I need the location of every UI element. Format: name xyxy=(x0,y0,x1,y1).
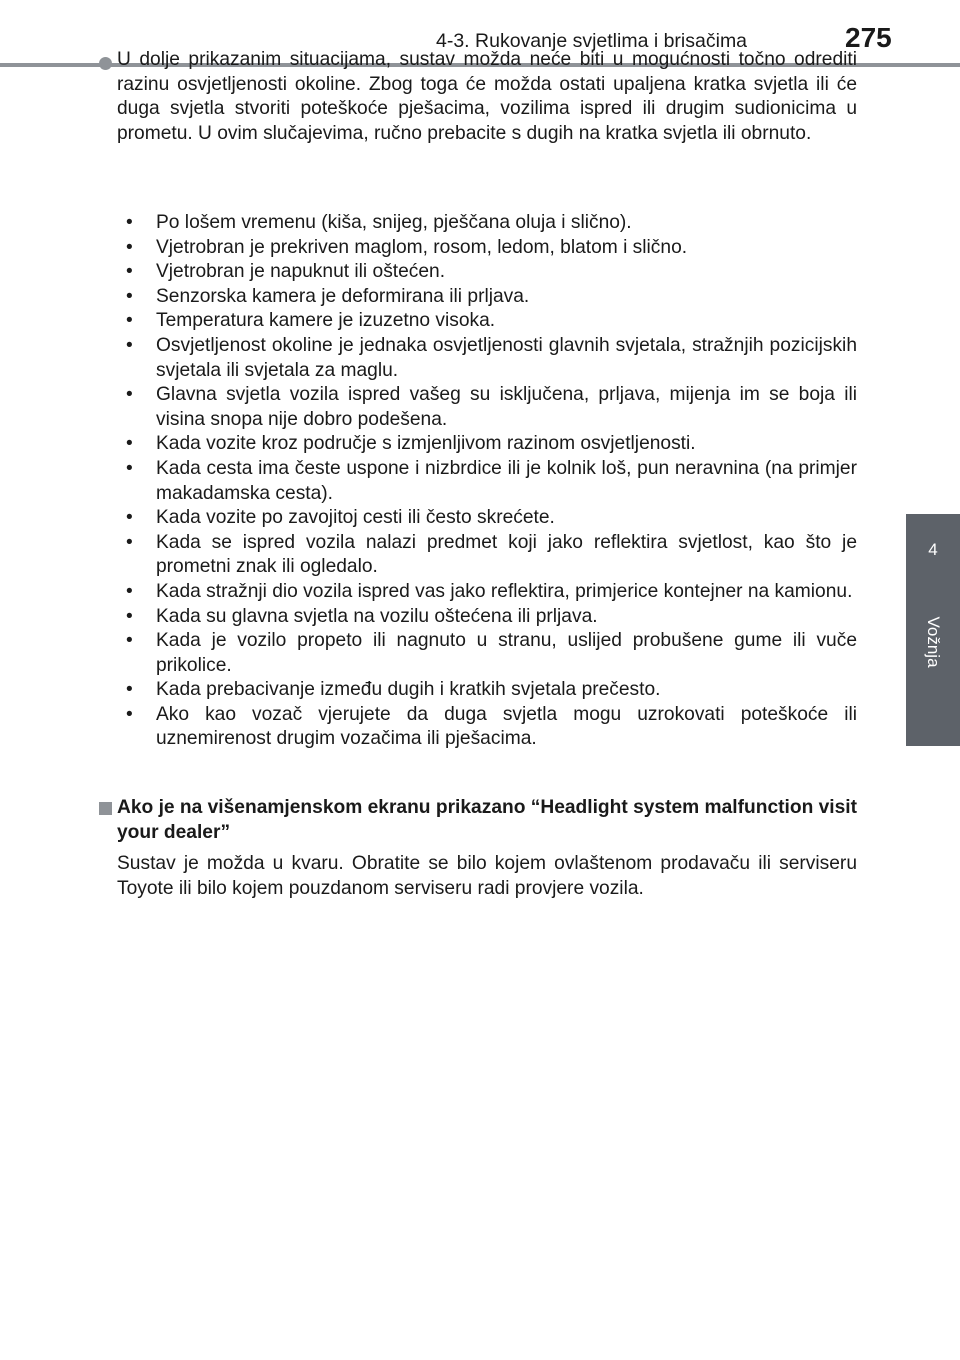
list-item: • Ako kao vozač vjerujete da duga svjetla mogu uzrokovati poteškoće ili uznemirenost drugim vozačima ili pješacima. xyxy=(120,703,857,752)
list-item: • Kada cesta ima česte uspone i nizbrdice ili je kolnik loš, pun neravnina (na primjer makadamska cesta). xyxy=(120,457,857,506)
intro-paragraph: U dolje prikazanim situacijama, sustav možda neće biti u mogućnosti točno odrediti razinu osvjetljenosti okoline. Zbog toga će možda ostati upaljena kratka svjetla ili će duga svjetla stvoriti poteškoće pješacima, vozilima ispred ili drugim sudionicima u prometu. U ovim slučajevima, ručno prebacite s dugih na kratka svjetla ili obrnuto. xyxy=(117,49,857,144)
page-number: 275 xyxy=(845,22,892,53)
chapter-tab xyxy=(906,514,960,746)
list-item: • Kada prebacivanje između dugih i kratkih svjetala prečesto. xyxy=(120,678,857,703)
conditions-list xyxy=(120,211,857,752)
list-item: • Kada vozite kroz područje s izmjenljivom razinom osvjetljenosti. xyxy=(120,432,857,457)
section-heading: Ako je na višenamjenskom ekranu prikazano “Headlight system malfunction visit your dealer” xyxy=(117,797,858,843)
circle-bullet-icon xyxy=(99,57,112,70)
list-item: • Temperatura kamere je izuzetno visoka. xyxy=(120,309,857,334)
list-item: • Kada se ispred vozila nalazi predmet koji jako reflektira svjetlost, kao što je prometni znak ili ogledalo. xyxy=(120,531,857,580)
list-item: • Kada stražnji dio vozila ispred vas jako reflektira, primjerice kontejner na kamionu. xyxy=(120,580,857,605)
list-item: • Senzorska kamera je deformirana ili prljava. xyxy=(120,285,857,310)
section-body: Sustav je možda u kvaru. Obratite se bilo kojem ovlaštenom prodavaču ili serviseru Toyote ili bilo kojem pouzdanom serviseru radi provjere vozila. xyxy=(117,853,857,899)
chapter-label: Vožnja xyxy=(924,616,943,668)
section-title: 4-3. Rukovanje svjetlima i brisačima xyxy=(436,30,748,52)
list-item: • Kada vozite po zavojitoj cesti ili često skrećete. xyxy=(120,506,857,531)
chapter-number: 4 xyxy=(928,540,938,559)
list-item: • Glavna svjetla vozila ispred vašeg su isključena, prljava, mijenja im se boja ili visina snopa nije dobro podešena. xyxy=(120,383,857,432)
list-item: • Kada je vozilo propeto ili nagnuto u stranu, uslijed probušene gume ili vuče prikolice. xyxy=(120,629,857,678)
list-item: • Vjetrobran je napuknut ili oštećen. xyxy=(120,260,857,285)
list-item: • Vjetrobran je prekriven maglom, rosom, ledom, blatom i slično. xyxy=(120,236,857,261)
list-item: • Osvjetljenost okoline je jednaka osvjetljenosti glavnih svjetala, stražnjih pozicijskih svjetala ili svjetala za maglu. xyxy=(120,334,857,383)
list-item: • Kada su glavna svjetla na vozilu oštećena ili prljava. xyxy=(120,605,857,630)
square-bullet-icon xyxy=(99,802,112,815)
list-item: • Po lošem vremenu (kiša, snijeg, pješčana oluja i slično). xyxy=(120,211,857,236)
